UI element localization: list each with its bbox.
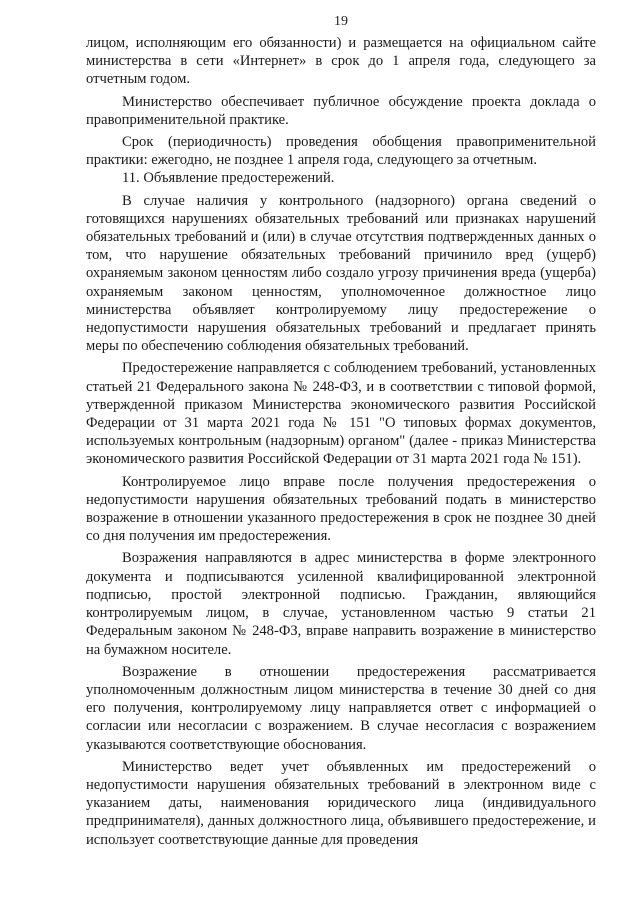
paragraph-periodicity: Срок (периодичность) проведения обобщения правоприменительной практики: ежегодно, не позднее 1 апреля года, следующего за отчетным.	[86, 134, 596, 169]
paragraph-objection-review: Возражение в отношении предостережения рассматривается уполномоченным должностным лицом министерства в течение 30 дней со дня его получения, контролируемому лицу направляется ответ с информацией о согласии или несогласии с возражением. В случае несогласия с возражением указываются соответствующие обоснования.	[86, 663, 596, 753]
page-number: 19	[334, 14, 348, 29]
paragraph-public-discussion: Министерство обеспечивает публичное обсуждение проекта доклада о правоприменительной практике.	[86, 93, 596, 128]
paragraph-objection-right: Контролируемое лицо вправе после получения предостережения о недопустимости нарушения обязательных требований подать в министерство возражение в отношении указанного предостережения в срок не позднее 30 дней со дня получения им предостережения.	[86, 473, 596, 545]
paragraph-warning-grounds: В случае наличия у контрольного (надзорного) органа сведений о готовящихся нарушениях обязательных требований или признаках нарушений обязательных требований и (или) в случае отсутствия подтвержденных данных о том, что нарушение обязательных требований причинило вред (ущерб) охраняемым законом ценностям либо создало угрозу причинения вреда (ущерба) охраняемым законом ценностям, уполномоченное должностное лицо министерства объявляет контролируемому лицу предостережение о недопустимости нарушения обязательных требований и предлагает принять меры по обеспечению соблюдения обязательных требований.	[86, 192, 596, 355]
paragraph-continuation: лицом, исполняющим его обязанности) и размещается на официальном сайте министерства в сети «Интернет» в срок до 1 апреля года, следующего за отчетным годом.	[86, 35, 596, 88]
section-heading-warnings: 11. Объявление предостережений.	[122, 170, 335, 187]
paragraph-warning-records: Министерство ведет учет объявленных им предостережений о недопустимости нарушения обязательных требований в электронном виде с указанием даты, наименования юридического лица (индивидуального предпринимателя), данных должностного лица, объявившего предостережение, и использует соответствующие данные для проведения	[86, 758, 596, 848]
paragraph-warning-form: Предостережение направляется с соблюдением требований, установленных статьей 21 Федерального закона № 248-ФЗ, и в соответствии с типовой формой, утвержденной приказом Министерства экономического развития Российской Федерации от 31 марта 2021 года № 151 "О типовых формах документов, используемых контрольным (надзорным) органом" (далее - приказ Министерства экономического развития Российской Федерации от 31 марта 2021 года № 151).	[86, 360, 596, 468]
paragraph-objection-form: Возражения направляются в адрес министерства в форме электронного документа и подписываются усиленной квалифицированной электронной подписью, простой электронной подписью. Гражданин, являющийся контролируемым лицом, в случае, установленном частью 9 статьи 21 Федеральным законом № 248-ФЗ, вправе направить возражение в министерство на бумажном носителе.	[86, 550, 596, 658]
